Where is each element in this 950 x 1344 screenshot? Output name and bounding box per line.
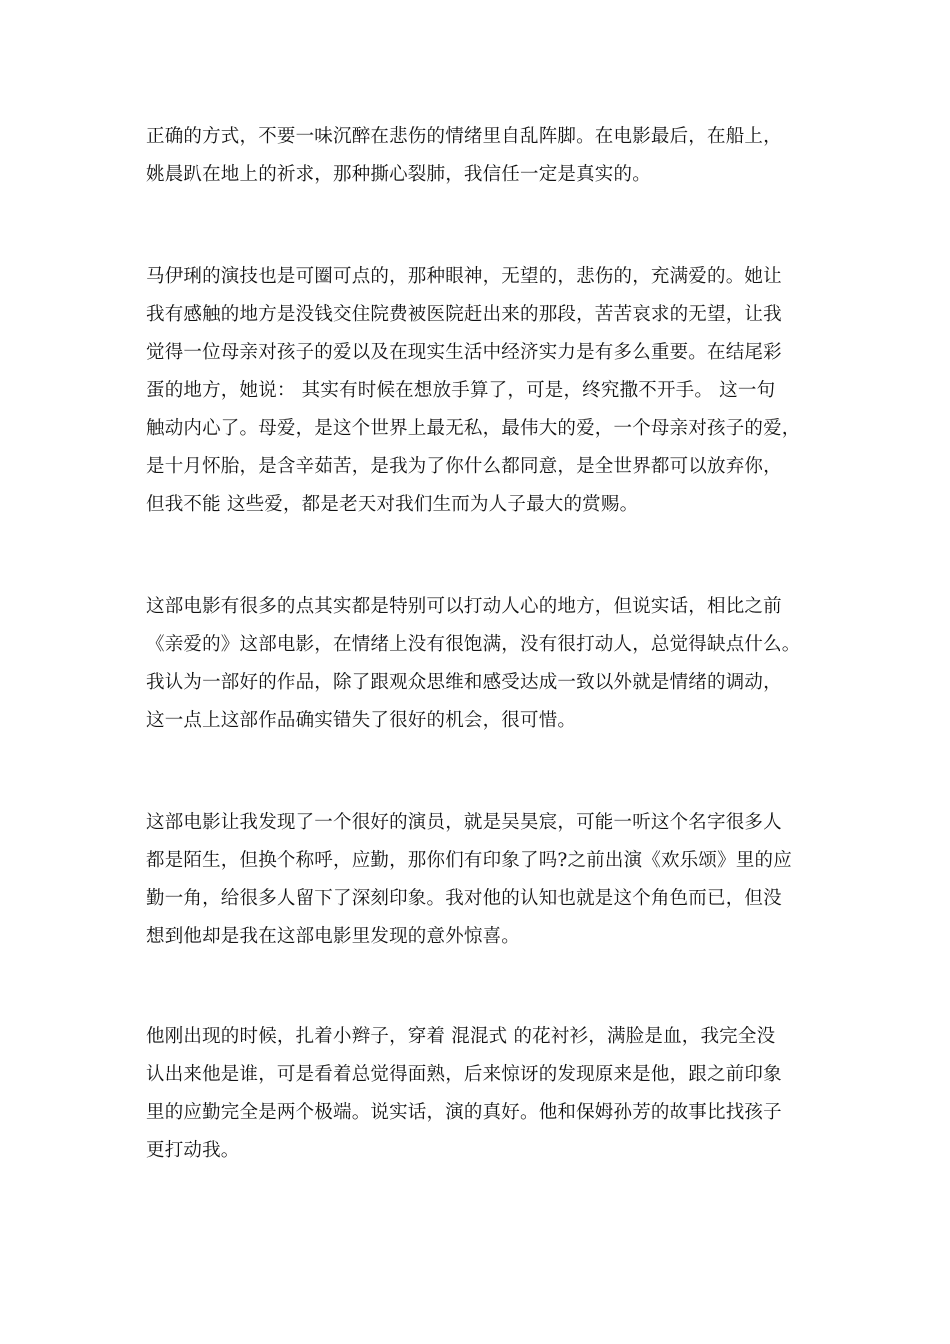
text-line: 这部电影有很多的点其实都是特别可以打动人心的地方，但说实话，相比之前 — [146, 596, 782, 617]
text-line: 都是陌生，但换个称呼，应勤，那你们有印象了吗?之前出演《欢乐颂》里的应 — [146, 850, 792, 871]
text-line: 他刚出现的时候，扎着小辫子，穿着 混混式 的花衬衫，满脸是血，我完全没 — [146, 1026, 776, 1047]
text-line: 这部电影让我发现了一个很好的演员，就是吴昊宸，可能一听这个名字很多人 — [146, 812, 782, 833]
text-line: 这一点上这部作品确实错失了很好的机会，很可惜。 — [146, 710, 577, 731]
paragraph-3 — [146, 588, 816, 740]
text-line: 蛋的地方，她说： 其实有时候在想放手算了，可是，终究撒不开手。 这一句 — [146, 380, 776, 401]
text-line: 想到他却是我在这部电影里发现的意外惊喜。 — [146, 926, 521, 947]
paragraph-1 — [146, 118, 816, 194]
text-line: 里的应勤完全是两个极端。说实话，演的真好。他和保姆孙芳的故事比找孩子 — [146, 1102, 782, 1123]
text-line: 认出来他是谁，可是看着总觉得面熟，后来惊讶的发现原来是他，跟之前印象 — [146, 1064, 782, 1085]
paragraph-5 — [146, 1018, 816, 1170]
text-line: 正确的方式，不要一味沉醉在悲伤的情绪里自乱阵脚。在电影最后，在船上， — [146, 126, 782, 147]
text-line: 我有感触的地方是没钱交住院费被医院赶出来的那段，苦苦哀求的无望，让我 — [146, 304, 782, 325]
text-line: 马伊琍的演技也是可圈可点的，那种眼神，无望的，悲伤的，充满爱的。她让 — [146, 266, 782, 287]
paragraph-4 — [146, 804, 816, 956]
text-line: 姚晨趴在地上的祈求，那种撕心裂肺，我信任一定是真实的。 — [146, 164, 651, 185]
text-line: 触动内心了。母爱，是这个世界上最无私，最伟大的爱，一个母亲对孩子的爱， — [146, 418, 801, 439]
text-line: 我认为一部好的作品，除了跟观众思维和感受达成一致以外就是情绪的调动， — [146, 672, 782, 693]
text-line: 但我不能 这些爱，都是老天对我们生而为人子最大的赏赐。 — [146, 494, 639, 515]
text-line: 《亲爱的》这部电影，在情绪上没有很饱满，没有很打动人，总觉得缺点什么。 — [146, 634, 801, 655]
paragraph-2 — [146, 258, 816, 524]
text-line: 是十月怀胎，是含辛茹苦，是我为了你什么都同意，是全世界都可以放弃你， — [146, 456, 782, 477]
text-line: 更打动我。 — [146, 1140, 240, 1161]
text-line: 勤一角，给很多人留下了深刻印象。我对他的认知也就是这个角色而已，但没 — [146, 888, 782, 909]
text-line: 觉得一位母亲对孩子的爱以及在现实生活中经济实力是有多么重要。在结尾彩 — [146, 342, 782, 363]
